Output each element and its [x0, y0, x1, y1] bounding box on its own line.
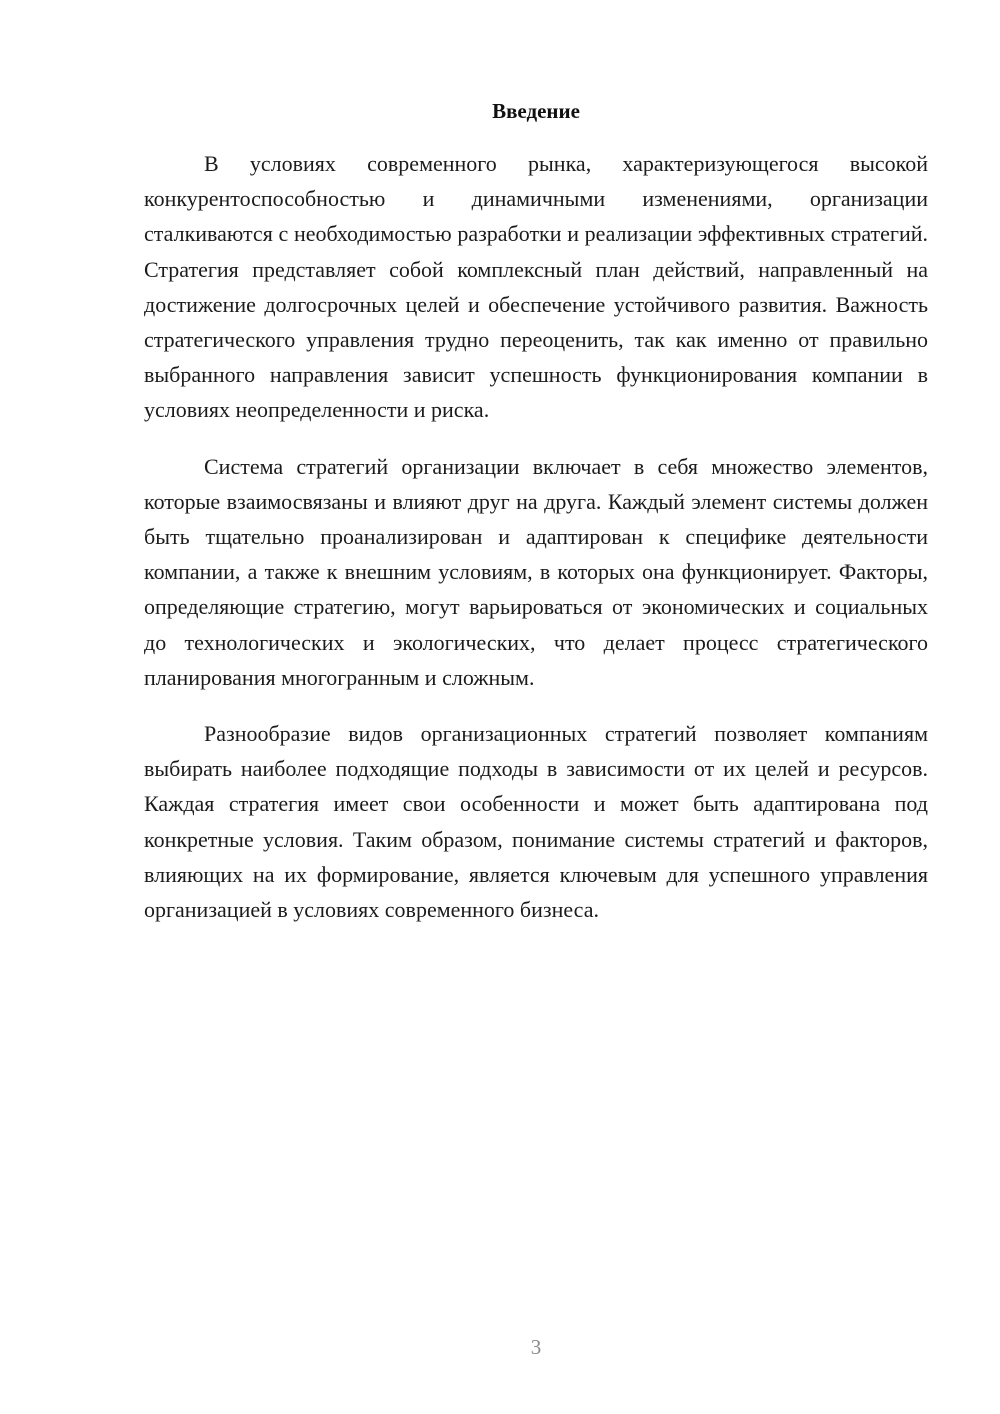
paragraph-2: Система стратегий организации включает в себя множество элементов, которые взаимосвязаны и влияют друг на друга. Каждый элемент системы должен быть тщательно проанализирован и адаптирован к специфике деятельности компании, а также к внешним условиям, в которых она функционирует. Факторы, определяющие стратегию, могут варьироваться от экономических и социальных до технологических и экологических, что делает процесс стратегического планирования многогранным и сложным.	[144, 453, 928, 690]
paragraph-3: Разнообразие видов организационных стратегий позволяет компаниям выбирать наиболее подходящие подходы в зависимости от их целей и ресурсов. Каждая стратегия имеет свои особенности и может быть адаптирована под конкретные условия. Таким образом, понимание системы стратегий и факторов, влияющих на их формирование, является ключевым для успешного управления организацией в условиях современного бизнеса.	[144, 721, 928, 923]
page-number: 3	[530, 1335, 542, 1359]
page-content	[144, 96, 928, 927]
section-title: Введение	[492, 99, 580, 123]
paragraph-1: В условиях современного рынка, характеризующегося высокой конкурентоспособностью и динамичными изменениями, организации сталкиваются с необходимостью разработки и реализации эффективных стратегий. Стратегия представляет собой комплексный план действий, направленный на достижение долгосрочных целей и обеспечение устойчивого развития. Важность стратегического управления трудно переоценить, так как именно от правильно выбранного направления зависит успешность функционирования компании в условиях неопределенности и риска.	[144, 151, 928, 423]
